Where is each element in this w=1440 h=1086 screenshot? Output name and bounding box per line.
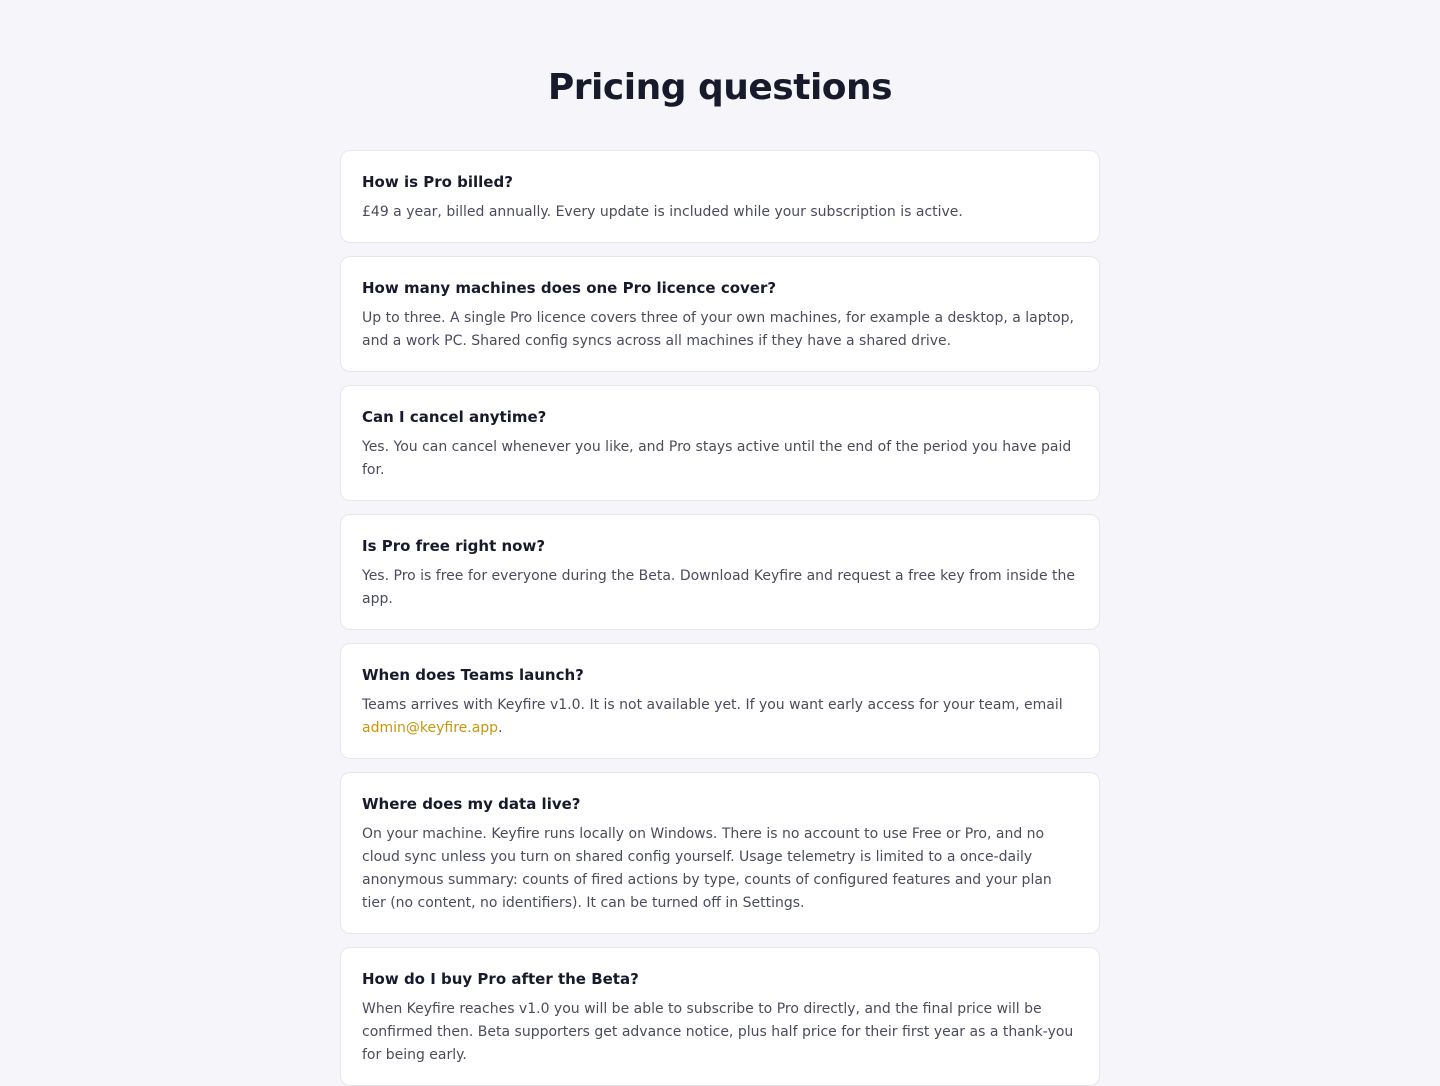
- faq-item-buy-after-beta: [340, 947, 1100, 1086]
- faq-answer: Yes. Pro is free for everyone during the Beta. Download Keyfire and request a free key from inside the app.: [362, 568, 1075, 607]
- faq-answer: [362, 694, 1078, 740]
- page-title: Pricing questions: [547, 67, 893, 108]
- faq-question: How many machines does one Pro licence cover?: [362, 279, 777, 297]
- faq-item-free-now: [340, 514, 1100, 630]
- faq-item-cancel: [340, 385, 1100, 501]
- faq-answer-text: Teams arrives with Keyfire v1.0. It is not available yet. If you want early access for your team, email: [362, 697, 1063, 713]
- faq-list: [340, 150, 1100, 1086]
- faq-item-data: [340, 772, 1100, 934]
- faq-item-billing: [340, 150, 1100, 243]
- faq-answer: When Keyfire reaches v1.0 you will be able to subscribe to Pro directly, and the final price will be confirmed then. Beta supporters get advance notice, plus half price for their first year as a thank-you for being early.: [362, 1001, 1074, 1063]
- faq-answer: £49 a year, billed annually. Every update is included while your subscription is active.: [362, 204, 963, 220]
- faq-answer: On your machine. Keyfire runs locally on Windows. There is no account to use Free or Pro, and no cloud sync unless you turn on shared config yourself. Usage telemetry is limited to a once-daily anonymous summary: counts of fired actions by type, counts of configured features and your plan tier (no content, no identifiers). It can be turned off in Settings.: [362, 826, 1052, 911]
- faq-item-machines: [340, 256, 1100, 372]
- faq-answer-suffix: .: [498, 720, 503, 736]
- faq-answer: Yes. You can cancel whenever you like, and Pro stays active until the end of the period you have paid for.: [362, 439, 1072, 478]
- faq-question: How is Pro billed?: [362, 173, 513, 191]
- faq-answer: Up to three. A single Pro licence covers three of your own machines, for example a desktop, a laptop, and a work PC. Shared config syncs across all machines if they have a shared drive.: [362, 310, 1075, 349]
- faq-question: Is Pro free right now?: [362, 537, 546, 555]
- faq-question: Can I cancel anytime?: [362, 408, 547, 426]
- faq-question: How do I buy Pro after the Beta?: [362, 970, 639, 988]
- page: [340, 0, 1100, 1086]
- email-link[interactable]: admin@keyfire.app: [362, 720, 499, 736]
- faq-item-teams: [340, 643, 1100, 759]
- faq-question: Where does my data live?: [362, 795, 581, 813]
- faq-question: When does Teams launch?: [362, 666, 584, 684]
